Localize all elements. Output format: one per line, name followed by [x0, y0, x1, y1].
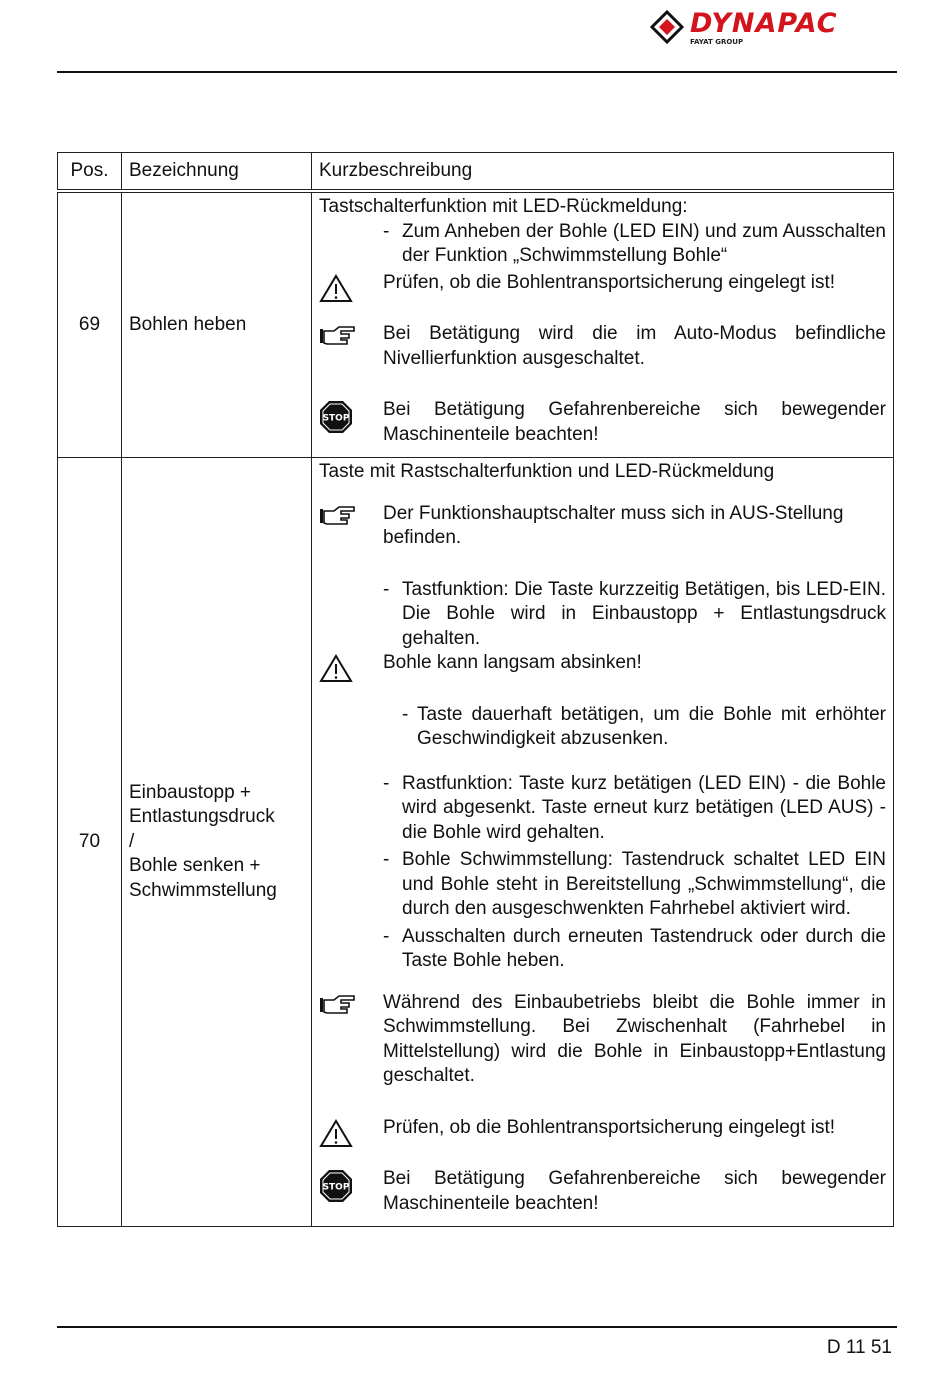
row70-pos: 70 [58, 458, 122, 1227]
dynapac-diamond-icon [650, 10, 684, 44]
page-number: D 11 51 [826, 1337, 892, 1358]
pointing-hand-icon [319, 993, 355, 1023]
row70-bullet2: - Taste dauerhaft betätigen, um die Bohle mit erhöhter Geschwindigkeit abzusenken. [402, 703, 886, 749]
table-row-69 [58, 191, 894, 458]
logo-subtext: FAYAT GROUP [690, 38, 744, 46]
row70-description [312, 458, 894, 1227]
row70-bullet1: - Tastfunktion: Die Taste kurzzeitig Betätigen, bis LED-EIN. Die Bohle wird in Einbaustopp + Entlastungsdruck gehalten. [383, 578, 886, 649]
row69-pos: 69 [58, 191, 122, 458]
header-rule [57, 71, 897, 73]
svg-text:STOP: STOP [322, 1182, 350, 1193]
row69-name: Bohlen heben [122, 191, 312, 458]
warning-triangle-icon [319, 653, 355, 683]
svg-text:STOP: STOP [322, 413, 350, 424]
row69-warning1: Prüfen, ob die Bohlentransportsicherung eingelegt ist! [319, 271, 886, 296]
pointing-hand-icon [319, 324, 355, 354]
description-table [57, 152, 894, 1227]
row70-bullet3: - Rastfunktion: Taste kurz betätigen (LED EIN) - die Bohle wird abgesenkt. Taste erneut kurz betätigen (LED AUS) - die Bohle wird gehalten. [383, 772, 886, 843]
warning-triangle-icon [319, 1118, 355, 1148]
row69-description [312, 191, 894, 458]
row70-bullet5: - Ausschalten durch erneuten Tastendruck oder durch die Taste Bohle heben. [383, 925, 886, 971]
row70-bullet4: - Bohle Schwimmstellung: Tastendruck schaltet LED EIN und Bohle steht in Bereitstellung „Schwimmstellung“, die durch den ausgeschwenkten Fahrhebel aktiviert wird. [383, 849, 886, 919]
stop-sign-icon [319, 400, 355, 430]
row70-warning2: Prüfen, ob die Bohlentransportsicherung eingelegt ist! [319, 1116, 886, 1141]
row69-bullet1: - Zum Anheben der Bohle (LED EIN) und zum Ausschalten der Funktion „Schwimmstellung Bohle“ [383, 220, 886, 266]
row69-stop1: STOP Bei Betätigung Gefahrenbereiche sich bewegender Maschinenteile beachten! [319, 398, 886, 447]
footer-rule [57, 1326, 897, 1328]
pointing-hand-icon [319, 504, 355, 534]
table-header-row [58, 153, 894, 192]
logo-text: DYNAPAC [690, 8, 838, 39]
row70-note2: Während des Einbaubetriebs bleibt die Bohle immer in Schwimmstellung. Bei Zwischenhalt (Fahrhebel in Mittelstellung) wird die Bohle in Einbaustopp+Entlastung geschaltet. [319, 991, 886, 1089]
row70-name: Einbaustopp + Entlastungsdruck / Bohle senken + Schwimmstellung [122, 458, 312, 1227]
row70-note1: Der Funktionshauptschalter muss sich in AUS-Stellung befinden. [319, 502, 886, 551]
header-description: Kurzbeschreibung [312, 153, 894, 192]
row70-stop2: STOP Bei Betätigung Gefahrenbereiche sich bewegender Maschinenteile beachten! [319, 1167, 886, 1216]
row69-note1: Bei Betätigung wird die im Auto-Modus befindliche Nivellierfunktion ausgeschaltet. [319, 322, 886, 371]
header-name: Bezeichnung [122, 153, 312, 192]
table-row-70 [58, 458, 894, 1227]
row69-intro: Tastschalterfunktion mit LED-Rückmeldung: [319, 196, 688, 217]
stop-sign-icon [319, 1169, 355, 1199]
warning-triangle-icon [319, 273, 355, 303]
dynapac-logo [650, 10, 900, 44]
row70-intro: Taste mit Rastschalterfunktion und LED-Rückmeldung [319, 461, 775, 482]
row70-warning1: Bohle kann langsam absinken! [319, 651, 886, 676]
header-pos: Pos. [58, 153, 122, 192]
